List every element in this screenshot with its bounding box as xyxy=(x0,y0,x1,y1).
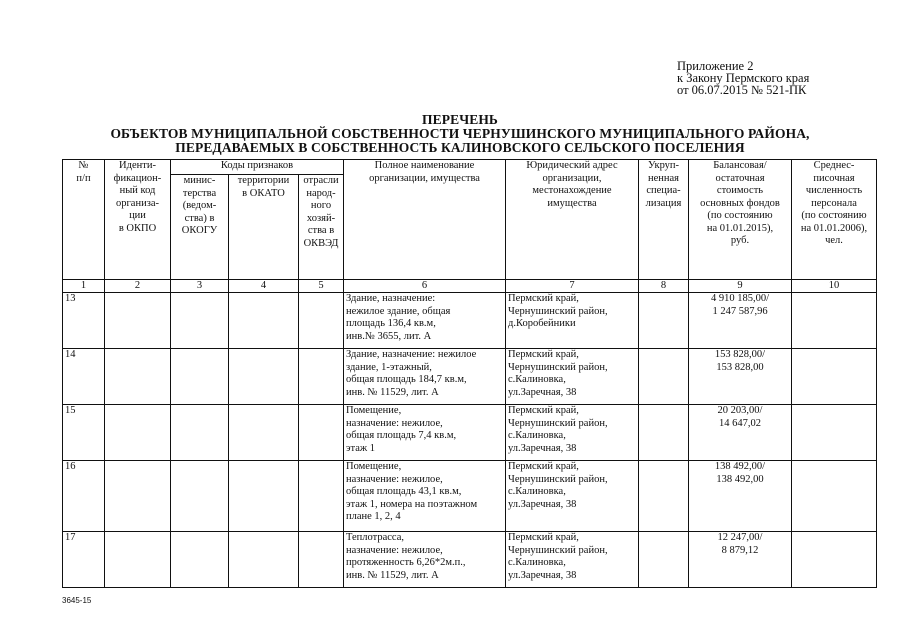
header-num: № п/п xyxy=(63,160,105,280)
col-number: 10 xyxy=(792,280,877,293)
cell-address: Пермский край, Чернушинский район, с.Калиновка, ул.Заречная, 38 xyxy=(506,349,639,405)
cell-address: Пермский край, Чернушинский район, с.Калиновка, ул.Заречная, 38 xyxy=(506,532,639,588)
cell-staff xyxy=(792,461,877,532)
cell-name: Здание, назначение: нежилое здание, общая площадь 136,4 кв.м, инв.№ 3655, лит. А xyxy=(344,293,506,349)
cell-okato xyxy=(229,405,299,461)
cell-okpo xyxy=(105,405,171,461)
cell-okpo xyxy=(105,532,171,588)
cell-okato xyxy=(229,461,299,532)
cell-specialization xyxy=(639,532,689,588)
cell-okogu xyxy=(171,405,229,461)
cell-specialization xyxy=(639,349,689,405)
row-number: 16 xyxy=(63,461,105,532)
row-number: 15 xyxy=(63,405,105,461)
table-row xyxy=(63,405,877,461)
header-specialization: Укруп- ненная специа- лизация xyxy=(639,160,689,280)
header-codes: Коды признаков xyxy=(171,160,344,175)
cell-cost: 153 828,00/ 153 828,00 xyxy=(689,349,792,405)
header-okogu: минис- терства (ведом- ства) в ОКОГУ xyxy=(171,175,229,280)
cell-okogu xyxy=(171,293,229,349)
appendix-line-3: от 06.07.2015 № 521-ПК xyxy=(677,83,807,97)
cell-okved xyxy=(299,349,344,405)
cell-okato xyxy=(229,293,299,349)
header-okved: отрасли народ- ного хозяй- ства в ОКВЭД xyxy=(299,175,344,280)
col-number: 8 xyxy=(639,280,689,293)
header-name: Полное наименование организации, имущества xyxy=(344,160,506,280)
table-row xyxy=(63,293,877,349)
property-list-table xyxy=(62,159,877,588)
cell-okved xyxy=(299,532,344,588)
cell-okved xyxy=(299,293,344,349)
cell-cost: 12 247,00/ 8 879,12 xyxy=(689,532,792,588)
header-cost: Балансовая/ остаточная стоимость основных фондов (по состоянию на 01.01.2015), руб. xyxy=(689,160,792,280)
cell-name: Теплотрасса, назначение: нежилое, протяженность 6,26*2м.п., инв. № 11529, лит. А xyxy=(344,532,506,588)
cell-okogu xyxy=(171,532,229,588)
table-row xyxy=(63,461,877,532)
col-number: 4 xyxy=(229,280,299,293)
cell-cost: 4 910 185,00/ 1 247 587,96 xyxy=(689,293,792,349)
document-code: 3645-15 xyxy=(62,596,92,605)
cell-staff xyxy=(792,532,877,588)
cell-okogu xyxy=(171,461,229,532)
document-title xyxy=(60,113,860,155)
appendix-line-1: Приложение 2 xyxy=(677,59,754,73)
title-line-2: ОБЪЕКТОВ МУНИЦИПАЛЬНОЙ СОБСТВЕННОСТИ ЧЕРНУШИНСКОГО МУНИЦИПАЛЬНОГО РАЙОНА, xyxy=(110,126,810,141)
cell-okato xyxy=(229,532,299,588)
col-number: 5 xyxy=(299,280,344,293)
cell-cost: 20 203,00/ 14 647,02 xyxy=(689,405,792,461)
col-number: 1 xyxy=(63,280,105,293)
cell-okogu xyxy=(171,349,229,405)
appendix-note xyxy=(677,60,809,96)
col-number: 6 xyxy=(344,280,506,293)
col-number: 2 xyxy=(105,280,171,293)
header-row-1 xyxy=(63,160,877,175)
cell-okato xyxy=(229,349,299,405)
cell-okpo xyxy=(105,349,171,405)
cell-specialization xyxy=(639,293,689,349)
cell-address: Пермский край, Чернушинский район, д.Коробейники xyxy=(506,293,639,349)
cell-specialization xyxy=(639,461,689,532)
cell-name: Помещение, назначение: нежилое, общая площадь 7,4 кв.м, этаж 1 xyxy=(344,405,506,461)
cell-address: Пермский край, Чернушинский район, с.Калиновка, ул.Заречная, 38 xyxy=(506,405,639,461)
cell-specialization xyxy=(639,405,689,461)
column-numbers-row xyxy=(63,280,877,293)
col-number: 3 xyxy=(171,280,229,293)
header-okato: территории в ОКАТО xyxy=(229,175,299,280)
cell-okpo xyxy=(105,461,171,532)
appendix-line-2: к Закону Пермского края xyxy=(677,71,810,85)
table-row xyxy=(63,349,877,405)
title-line-1: ПЕРЕЧЕНЬ xyxy=(422,112,498,127)
cell-name: Помещение, назначение: нежилое, общая площадь 43,1 кв.м, этаж 1, номера на поэтажном плане 1, 2, 4 xyxy=(344,461,506,532)
cell-staff xyxy=(792,293,877,349)
row-number: 14 xyxy=(63,349,105,405)
cell-address: Пермский край, Чернушинский район, с.Калиновка, ул.Заречная, 38 xyxy=(506,461,639,532)
cell-staff xyxy=(792,405,877,461)
row-number: 17 xyxy=(63,532,105,588)
title-line-3: ПЕРЕДАВАЕМЫХ В СОБСТВЕННОСТЬ КАЛИНОВСКОГО СЕЛЬСКОГО ПОСЕЛЕНИЯ xyxy=(175,140,745,155)
cell-okpo xyxy=(105,293,171,349)
cell-okved xyxy=(299,461,344,532)
cell-cost: 138 492,00/ 138 492,00 xyxy=(689,461,792,532)
header-okpo: Иденти- фикацион- ный код организа- ции в ОКПО xyxy=(105,160,171,280)
row-number: 13 xyxy=(63,293,105,349)
col-number: 7 xyxy=(506,280,639,293)
col-number: 9 xyxy=(689,280,792,293)
cell-staff xyxy=(792,349,877,405)
header-staff: Среднес- писочная численность персонала (по состоянию на 01.01.2006), чел. xyxy=(792,160,877,280)
header-address: Юридический адрес организации, местонахождение имущества xyxy=(506,160,639,280)
cell-okved xyxy=(299,405,344,461)
cell-name: Здание, назначение: нежилое здание, 1-этажный, общая площадь 184,7 кв.м, инв. № 11529, лит. А xyxy=(344,349,506,405)
table-row xyxy=(63,532,877,588)
